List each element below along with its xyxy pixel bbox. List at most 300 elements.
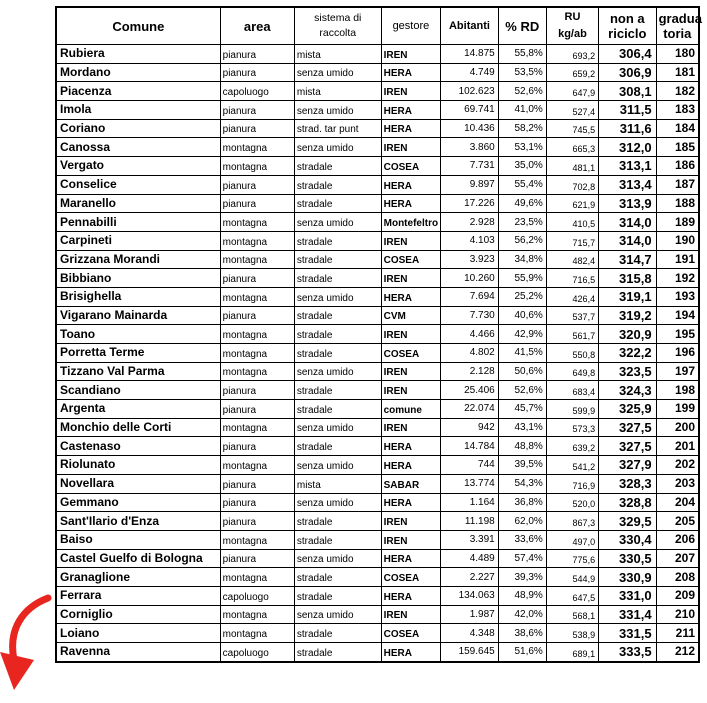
cell-non-a-riciclo: 308,1 [599, 82, 657, 101]
cell-non-a-riciclo: 312,0 [599, 138, 657, 157]
table-row [56, 605, 699, 624]
table-row [56, 101, 699, 120]
cell-sistema: mista [294, 474, 381, 493]
cell-rd: 45,7% [498, 400, 546, 419]
cell-rd: 55,8% [498, 45, 546, 64]
cell-comune: Granaglione [56, 568, 220, 587]
cell-area: pianura [220, 119, 294, 138]
cell-non-a-riciclo: 315,8 [599, 269, 657, 288]
header-gestore: gestore [381, 7, 441, 45]
cell-abitanti: 3.923 [441, 250, 499, 269]
cell-abitanti: 2.928 [441, 213, 499, 232]
cell-abitanti: 7.730 [441, 306, 499, 325]
cell-non-a-riciclo: 306,9 [599, 63, 657, 82]
table-row [56, 119, 699, 138]
cell-comune: Coriano [56, 119, 220, 138]
table-row [56, 474, 699, 493]
cell-gestore: HERA [381, 287, 441, 306]
header-abitanti: Abitanti [441, 7, 499, 45]
cell-comune: Maranello [56, 194, 220, 213]
table-row [56, 213, 699, 232]
cell-sistema: senza umido [294, 362, 381, 381]
cell-abitanti: 22.074 [441, 400, 499, 419]
cell-abitanti: 25.406 [441, 381, 499, 400]
cell-ru: 568,1 [546, 605, 598, 624]
header-area: area [220, 7, 294, 45]
cell-gestore: HERA [381, 437, 441, 456]
cell-non-a-riciclo: 311,5 [599, 101, 657, 120]
cell-area: pianura [220, 101, 294, 120]
cell-graduatoria: 198 [656, 381, 699, 400]
cell-sistema: senza umido [294, 287, 381, 306]
cell-abitanti: 2.227 [441, 568, 499, 587]
cell-gestore: HERA [381, 194, 441, 213]
cell-area: pianura [220, 381, 294, 400]
cell-gestore: HERA [381, 493, 441, 512]
cell-area: montagna [220, 287, 294, 306]
cell-area: montagna [220, 624, 294, 643]
cell-rd: 33,6% [498, 530, 546, 549]
cell-rd: 36,8% [498, 493, 546, 512]
cell-ru: 693,2 [546, 45, 598, 64]
cell-area: pianura [220, 437, 294, 456]
cell-comune: Rubiera [56, 45, 220, 64]
cell-sistema: stradale [294, 344, 381, 363]
cell-rd: 51,6% [498, 643, 546, 662]
cell-graduatoria: 186 [656, 157, 699, 176]
cell-graduatoria: 196 [656, 344, 699, 363]
cell-area: montagna [220, 325, 294, 344]
cell-rd: 39,3% [498, 568, 546, 587]
header-ru: RU kg/ab [546, 7, 598, 45]
table-row [56, 512, 699, 531]
table-row [56, 437, 699, 456]
cell-sistema: stradale [294, 568, 381, 587]
cell-non-a-riciclo: 314,7 [599, 250, 657, 269]
cell-rd: 57,4% [498, 549, 546, 568]
cell-sistema: stradale [294, 231, 381, 250]
cell-area: pianura [220, 549, 294, 568]
cell-gestore: HERA [381, 101, 441, 120]
cell-ru: 482,4 [546, 250, 598, 269]
cell-sistema: senza umido [294, 493, 381, 512]
cell-comune: Riolunato [56, 456, 220, 475]
cell-comune: Sant'Ilario d'Enza [56, 512, 220, 531]
red-curved-arrow-icon [0, 590, 60, 690]
cell-comune: Porretta Terme [56, 344, 220, 363]
cell-graduatoria: 188 [656, 194, 699, 213]
cell-ru: 715,7 [546, 231, 598, 250]
cell-ru: 647,9 [546, 82, 598, 101]
cell-graduatoria: 200 [656, 418, 699, 437]
cell-non-a-riciclo: 327,9 [599, 456, 657, 475]
cell-comune: Mordano [56, 63, 220, 82]
table-row [56, 269, 699, 288]
header-rd: % RD [498, 7, 546, 45]
cell-comune: Vergato [56, 157, 220, 176]
cell-graduatoria: 205 [656, 512, 699, 531]
cell-rd: 52,6% [498, 381, 546, 400]
cell-ru: 426,4 [546, 287, 598, 306]
cell-gestore: IREN [381, 381, 441, 400]
table-row [56, 157, 699, 176]
cell-ru: 683,4 [546, 381, 598, 400]
cell-sistema: stradale [294, 624, 381, 643]
cell-gestore: HERA [381, 63, 441, 82]
table-row [56, 231, 699, 250]
cell-non-a-riciclo: 311,6 [599, 119, 657, 138]
cell-graduatoria: 191 [656, 250, 699, 269]
cell-ru: 573,3 [546, 418, 598, 437]
cell-area: montagna [220, 250, 294, 269]
cell-graduatoria: 211 [656, 624, 699, 643]
cell-gestore: COSEA [381, 157, 441, 176]
cell-area: pianura [220, 175, 294, 194]
cell-gestore: IREN [381, 530, 441, 549]
cell-graduatoria: 194 [656, 306, 699, 325]
cell-ru: 639,2 [546, 437, 598, 456]
cell-sistema: stradale [294, 400, 381, 419]
cell-non-a-riciclo: 331,0 [599, 586, 657, 605]
cell-non-a-riciclo: 314,0 [599, 231, 657, 250]
cell-abitanti: 3.391 [441, 530, 499, 549]
ranking-table [55, 6, 700, 663]
cell-gestore: HERA [381, 643, 441, 662]
cell-non-a-riciclo: 327,5 [599, 418, 657, 437]
cell-abitanti: 134.063 [441, 586, 499, 605]
cell-gestore: CVM [381, 306, 441, 325]
cell-sistema: senza umido [294, 138, 381, 157]
cell-ru: 647,5 [546, 586, 598, 605]
cell-rd: 48,8% [498, 437, 546, 456]
cell-abitanti: 159.645 [441, 643, 499, 662]
cell-gestore: Montefeltro [381, 213, 441, 232]
cell-graduatoria: 212 [656, 643, 699, 662]
cell-rd: 23,5% [498, 213, 546, 232]
table-row [56, 568, 699, 587]
header-sistema: sistema di raccolta [294, 7, 381, 45]
header-non-a-riciclo: non a riciclo [599, 7, 657, 45]
cell-comune: Brisighella [56, 287, 220, 306]
cell-rd: 53,1% [498, 138, 546, 157]
cell-sistema: senza umido [294, 549, 381, 568]
cell-comune: Novellara [56, 474, 220, 493]
cell-area: montagna [220, 344, 294, 363]
cell-comune: Monchio delle Corti [56, 418, 220, 437]
cell-ru: 561,7 [546, 325, 598, 344]
cell-sistema: strad. tar punt [294, 119, 381, 138]
cell-gestore: HERA [381, 549, 441, 568]
cell-gestore: HERA [381, 175, 441, 194]
cell-graduatoria: 190 [656, 231, 699, 250]
table-row [56, 194, 699, 213]
table-row [56, 82, 699, 101]
cell-rd: 54,3% [498, 474, 546, 493]
header-graduatoria: gradua toria [656, 7, 699, 45]
table-row [56, 63, 699, 82]
cell-ru: 716,5 [546, 269, 598, 288]
cell-sistema: stradale [294, 530, 381, 549]
cell-abitanti: 14.875 [441, 45, 499, 64]
cell-gestore: HERA [381, 456, 441, 475]
cell-abitanti: 4.749 [441, 63, 499, 82]
cell-sistema: stradale [294, 194, 381, 213]
cell-gestore: IREN [381, 362, 441, 381]
cell-ru: 745,5 [546, 119, 598, 138]
cell-sistema: stradale [294, 381, 381, 400]
cell-area: montagna [220, 362, 294, 381]
cell-comune: Corniglio [56, 605, 220, 624]
cell-graduatoria: 181 [656, 63, 699, 82]
cell-ru: 702,8 [546, 175, 598, 194]
cell-sistema: stradale [294, 325, 381, 344]
cell-graduatoria: 183 [656, 101, 699, 120]
cell-rd: 55,4% [498, 175, 546, 194]
cell-sistema: stradale [294, 437, 381, 456]
cell-abitanti: 744 [441, 456, 499, 475]
table-row [56, 456, 699, 475]
cell-rd: 50,6% [498, 362, 546, 381]
cell-rd: 39,5% [498, 456, 546, 475]
cell-comune: Canossa [56, 138, 220, 157]
header-comune: Comune [56, 7, 220, 45]
cell-graduatoria: 206 [656, 530, 699, 549]
cell-ru: 689,1 [546, 643, 598, 662]
cell-sistema: senza umido [294, 605, 381, 624]
cell-gestore: COSEA [381, 250, 441, 269]
cell-graduatoria: 199 [656, 400, 699, 419]
cell-abitanti: 1.164 [441, 493, 499, 512]
cell-sistema: senza umido [294, 456, 381, 475]
cell-rd: 25,2% [498, 287, 546, 306]
cell-rd: 41,0% [498, 101, 546, 120]
cell-sistema: mista [294, 45, 381, 64]
cell-abitanti: 4.103 [441, 231, 499, 250]
cell-comune: Pennabilli [56, 213, 220, 232]
cell-rd: 42,9% [498, 325, 546, 344]
cell-rd: 40,6% [498, 306, 546, 325]
cell-ru: 716,9 [546, 474, 598, 493]
cell-non-a-riciclo: 313,9 [599, 194, 657, 213]
cell-graduatoria: 184 [656, 119, 699, 138]
cell-non-a-riciclo: 329,5 [599, 512, 657, 531]
cell-gestore: HERA [381, 586, 441, 605]
cell-abitanti: 10.436 [441, 119, 499, 138]
table-row [56, 250, 699, 269]
cell-graduatoria: 209 [656, 586, 699, 605]
cell-non-a-riciclo: 313,1 [599, 157, 657, 176]
cell-rd: 62,0% [498, 512, 546, 531]
table-row [56, 362, 699, 381]
cell-comune: Grizzana Morandi [56, 250, 220, 269]
table-row [56, 306, 699, 325]
cell-comune: Piacenza [56, 82, 220, 101]
table-row [56, 586, 699, 605]
cell-area: capoluogo [220, 82, 294, 101]
cell-area: capoluogo [220, 586, 294, 605]
cell-comune: Carpineti [56, 231, 220, 250]
table-row [56, 138, 699, 157]
cell-ru: 649,8 [546, 362, 598, 381]
cell-non-a-riciclo: 319,1 [599, 287, 657, 306]
cell-graduatoria: 201 [656, 437, 699, 456]
cell-comune: Castenaso [56, 437, 220, 456]
cell-abitanti: 10.260 [441, 269, 499, 288]
cell-ru: 599,9 [546, 400, 598, 419]
cell-non-a-riciclo: 328,3 [599, 474, 657, 493]
cell-gestore: COSEA [381, 344, 441, 363]
cell-graduatoria: 195 [656, 325, 699, 344]
cell-graduatoria: 203 [656, 474, 699, 493]
table-row [56, 325, 699, 344]
table-row [56, 643, 699, 662]
cell-rd: 52,6% [498, 82, 546, 101]
cell-abitanti: 1.987 [441, 605, 499, 624]
cell-sistema: stradale [294, 643, 381, 662]
cell-area: montagna [220, 605, 294, 624]
header-row [56, 7, 699, 45]
cell-graduatoria: 197 [656, 362, 699, 381]
cell-ru: 537,7 [546, 306, 598, 325]
cell-rd: 35,0% [498, 157, 546, 176]
cell-area: montagna [220, 157, 294, 176]
cell-area: montagna [220, 138, 294, 157]
cell-abitanti: 2.128 [441, 362, 499, 381]
cell-graduatoria: 208 [656, 568, 699, 587]
cell-non-a-riciclo: 330,9 [599, 568, 657, 587]
cell-abitanti: 9.897 [441, 175, 499, 194]
cell-sistema: stradale [294, 250, 381, 269]
cell-non-a-riciclo: 320,9 [599, 325, 657, 344]
cell-rd: 55,9% [498, 269, 546, 288]
cell-abitanti: 4.466 [441, 325, 499, 344]
cell-non-a-riciclo: 333,5 [599, 643, 657, 662]
cell-comune: Tizzano Val Parma [56, 362, 220, 381]
cell-graduatoria: 187 [656, 175, 699, 194]
cell-comune: Castel Guelfo di Bologna [56, 549, 220, 568]
cell-non-a-riciclo: 314,0 [599, 213, 657, 232]
cell-graduatoria: 180 [656, 45, 699, 64]
cell-non-a-riciclo: 331,5 [599, 624, 657, 643]
table-row [56, 549, 699, 568]
cell-non-a-riciclo: 330,4 [599, 530, 657, 549]
cell-gestore: IREN [381, 45, 441, 64]
cell-non-a-riciclo: 313,4 [599, 175, 657, 194]
table-row [56, 624, 699, 643]
cell-abitanti: 17.226 [441, 194, 499, 213]
cell-rd: 53,5% [498, 63, 546, 82]
cell-gestore: IREN [381, 418, 441, 437]
table-row [56, 287, 699, 306]
cell-sistema: senza umido [294, 418, 381, 437]
cell-area: pianura [220, 400, 294, 419]
cell-abitanti: 11.198 [441, 512, 499, 531]
cell-ru: 665,3 [546, 138, 598, 157]
cell-rd: 38,6% [498, 624, 546, 643]
cell-ru: 541,2 [546, 456, 598, 475]
cell-comune: Imola [56, 101, 220, 120]
cell-comune: Baiso [56, 530, 220, 549]
cell-abitanti: 7.694 [441, 287, 499, 306]
cell-ru: 544,9 [546, 568, 598, 587]
cell-gestore: IREN [381, 82, 441, 101]
cell-sistema: mista [294, 82, 381, 101]
table-row [56, 418, 699, 437]
cell-non-a-riciclo: 322,2 [599, 344, 657, 363]
cell-sistema: senza umido [294, 213, 381, 232]
cell-gestore: COSEA [381, 568, 441, 587]
table-row [56, 400, 699, 419]
cell-ru: 527,4 [546, 101, 598, 120]
cell-comune: Ferrara [56, 586, 220, 605]
table-row [56, 530, 699, 549]
cell-area: montagna [220, 231, 294, 250]
cell-ru: 775,6 [546, 549, 598, 568]
cell-non-a-riciclo: 331,4 [599, 605, 657, 624]
cell-rd: 41,5% [498, 344, 546, 363]
cell-non-a-riciclo: 327,5 [599, 437, 657, 456]
cell-ru: 481,1 [546, 157, 598, 176]
cell-ru: 659,2 [546, 63, 598, 82]
cell-area: pianura [220, 474, 294, 493]
cell-rd: 56,2% [498, 231, 546, 250]
table-row [56, 381, 699, 400]
cell-graduatoria: 210 [656, 605, 699, 624]
cell-non-a-riciclo: 323,5 [599, 362, 657, 381]
cell-sistema: senza umido [294, 63, 381, 82]
cell-gestore: COSEA [381, 624, 441, 643]
cell-abitanti: 7.731 [441, 157, 499, 176]
cell-comune: Ravenna [56, 643, 220, 662]
cell-abitanti: 102.623 [441, 82, 499, 101]
cell-graduatoria: 202 [656, 456, 699, 475]
cell-non-a-riciclo: 306,4 [599, 45, 657, 64]
cell-gestore: IREN [381, 512, 441, 531]
cell-gestore: IREN [381, 269, 441, 288]
cell-abitanti: 942 [441, 418, 499, 437]
cell-abitanti: 4.348 [441, 624, 499, 643]
cell-non-a-riciclo: 330,5 [599, 549, 657, 568]
cell-area: pianura [220, 512, 294, 531]
cell-sistema: senza umido [294, 101, 381, 120]
cell-gestore: IREN [381, 138, 441, 157]
cell-gestore: HERA [381, 119, 441, 138]
cell-ru: 410,5 [546, 213, 598, 232]
cell-comune: Toano [56, 325, 220, 344]
cell-graduatoria: 185 [656, 138, 699, 157]
cell-ru: 550,8 [546, 344, 598, 363]
table-row [56, 493, 699, 512]
cell-graduatoria: 182 [656, 82, 699, 101]
cell-rd: 42,0% [498, 605, 546, 624]
table-row [56, 344, 699, 363]
cell-abitanti: 13.774 [441, 474, 499, 493]
cell-area: pianura [220, 269, 294, 288]
cell-graduatoria: 193 [656, 287, 699, 306]
cell-graduatoria: 204 [656, 493, 699, 512]
cell-sistema: stradale [294, 175, 381, 194]
cell-graduatoria: 189 [656, 213, 699, 232]
cell-ru: 520,0 [546, 493, 598, 512]
cell-comune: Bibbiano [56, 269, 220, 288]
cell-comune: Loiano [56, 624, 220, 643]
cell-rd: 49,6% [498, 194, 546, 213]
cell-gestore: comune [381, 400, 441, 419]
cell-area: pianura [220, 493, 294, 512]
cell-graduatoria: 207 [656, 549, 699, 568]
cell-area: pianura [220, 63, 294, 82]
cell-gestore: IREN [381, 231, 441, 250]
